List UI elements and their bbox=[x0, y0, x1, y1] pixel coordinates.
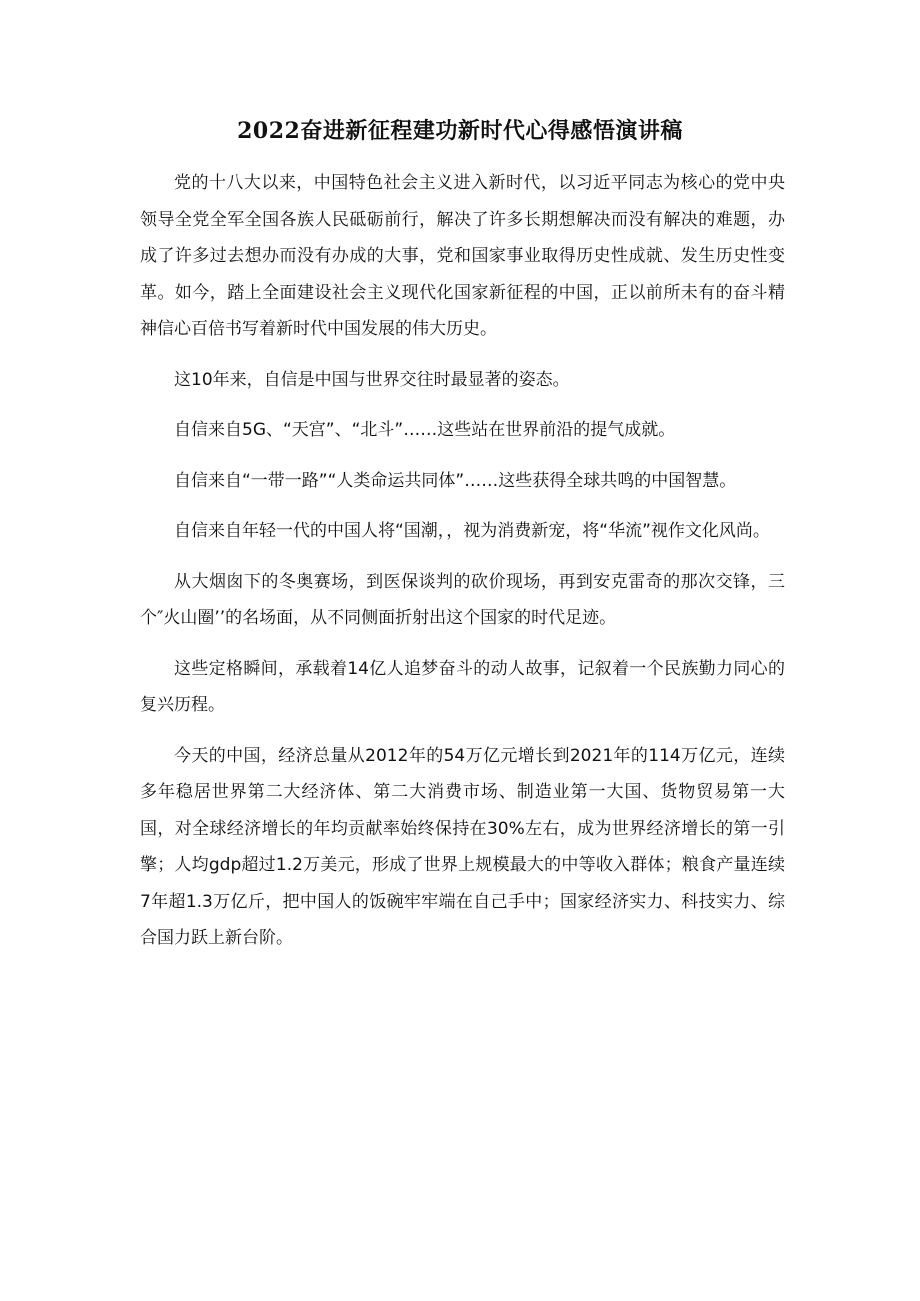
paragraph: 党的十八大以来，中国特色社会主义进入新时代，以习近平同志为核心的党中央领导全党全军全国各族人民砥砺前行，解决了许多长期想解决而没有解决的难题，办成了许多过去想办而没有办成的大事，党和国家事业取得历史性成就、发生历史性变革。如今，踏上全面建设社会主义现代化国家新征程的中国，正以前所未有的奋斗精神信心百倍书写着新时代中国发展的伟大历史。 bbox=[140, 173, 785, 339]
paragraph: 从大烟囱下的冬奥赛场，到医保谈判的砍价现场，再到安克雷奇的那次交锋，三个″火山圈’’的名场面，从不同侧面折射出这个国家的时代足迹。 bbox=[140, 571, 785, 628]
paragraph: 自信来自“一带一路”“人类命运共同体”……这些获得全球共鸣的中国智慧。 bbox=[174, 470, 737, 491]
paragraph: 自信来自年轻一代的中国人将“国潮，，视为消费新宠，将“华流”视作文化风尚。 bbox=[174, 521, 770, 541]
paragraph: 今天的中国，经济总量从2012年的54万亿元增长到2021年的114万亿元，连续多年稳居世界第二大经济体、第二大消费市场、制造业第一大国、货物贸易第一大国，对全球经济增长的年均贡献率始终保持在30%左右，成为世界经济增长的第一引擎；人均gdp超过1.2万美元，形成了世界上规模最大的中等收入群体；粮食产量连续7年超1.3万亿斤，把中国人的饭碗牢牢端在自己手中；国家经济实力、科技实力、综合国力跃上新台阶。 bbox=[140, 745, 785, 948]
paragraph: 这10年来，自信是中国与世界交往时最显著的姿态。 bbox=[174, 369, 570, 390]
paragraph: 自信来自5G、“天宫”、“北斗”……这些站在世界前沿的提气成就。 bbox=[174, 420, 676, 440]
paragraph: 这些定格瞬间，承载着14亿人追梦奋斗的动人故事，记叙着一个民族勤力同心的复兴历程。 bbox=[140, 658, 785, 715]
document-title: 2022奋进新征程建功新时代心得感悟演讲稿 bbox=[237, 118, 683, 144]
document-body bbox=[140, 165, 785, 957]
